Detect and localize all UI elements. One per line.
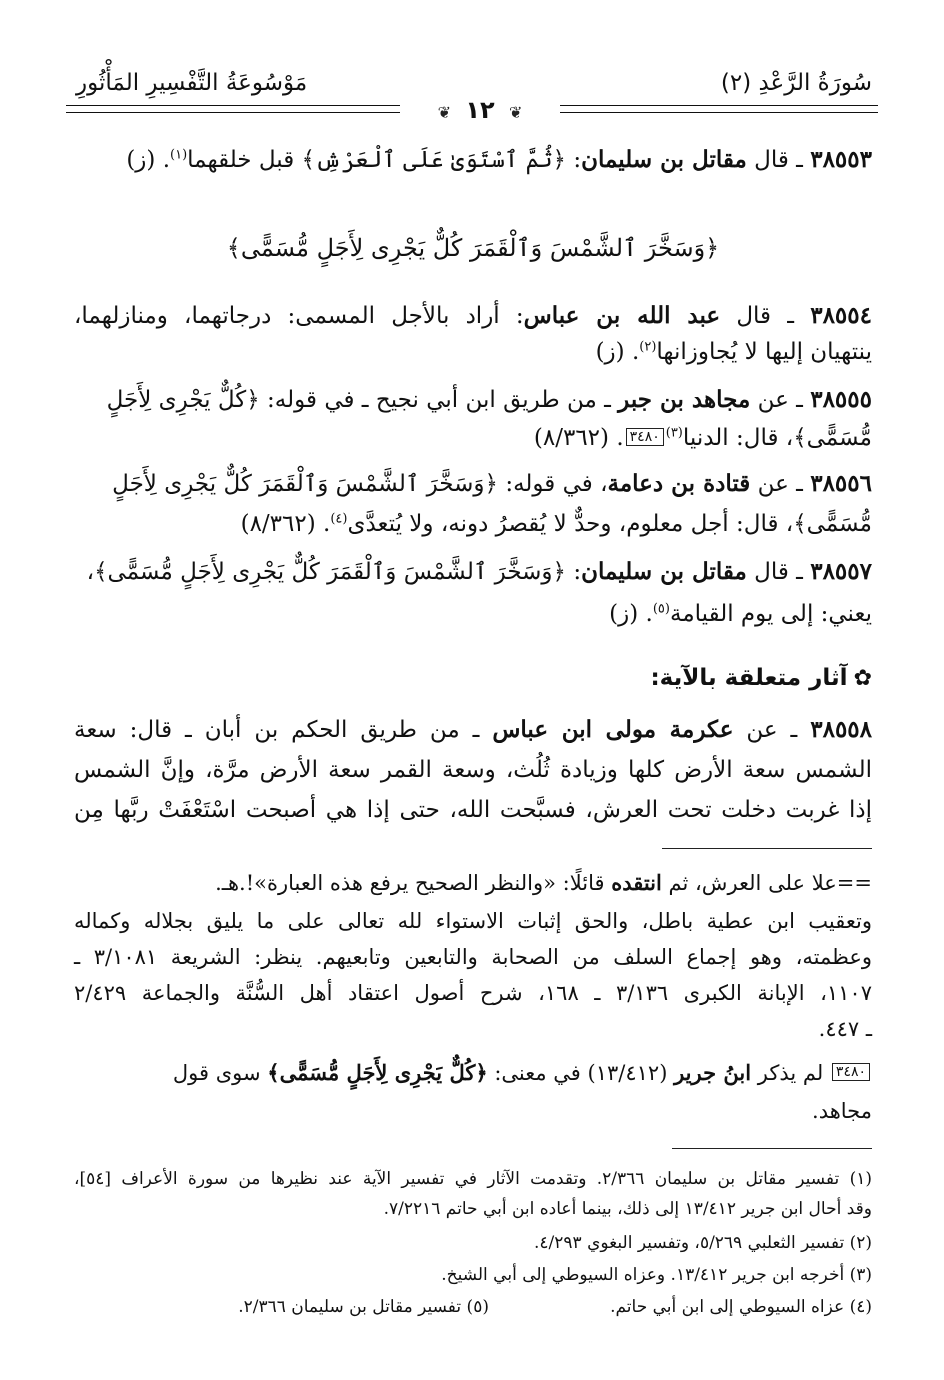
- entry-38558-line2: الشمس سعة الأرض كلها وزيادة ثُلُث، وسعة القمر سعة الأرض مرَّة، وإنَّ الشمس: [74, 757, 872, 783]
- narrator-name: عكرمة مولى ابن عباس: [492, 716, 734, 743]
- ornament-icon: ❦: [437, 103, 451, 122]
- surah-header: سُورَةُ الرَّعْدِ (٢): [720, 70, 872, 96]
- entry-38557-line2: يعني: إلى يوم القيامة$^{(٥)}$. (ز): [609, 601, 872, 627]
- commentary-ref-box: ٣٤٨٠: [832, 1063, 870, 1081]
- entry-38554-line1: ٣٨٥٥٤ ـ قال عبد الله بن عباس: أراد بالأجل المسمى: درجاتهما، ومنازلهما،: [74, 302, 872, 329]
- footnote-ref: (٥): [652, 601, 670, 617]
- entry-38556-line1: ٣٨٥٥٦ ـ عن قتادة بن دعامة، في قوله: ﴿وَسَخَّرَ ٱلشَّمْسَ وَٱلْقَمَرَ كُلٌّ يَجْرِى لِأَجَلٍ: [112, 470, 872, 497]
- commentary-line2: وتعقيب ابن عطية باطل، والحق إثبات الاستواء لله تعالى على ما يليق بجلاله وكماله: [74, 909, 872, 933]
- commentary-line3: وعظمته، وهو إجماع السلف من الصحابة والتابعين وتابعيهم. ينظر: الشريعة ٣/١٠٨١ ـ: [74, 945, 872, 969]
- commentary-line4: ١١٠٧، الإبانة الكبرى ٣/١٣٦ ـ ١٦٨، شرح أصول اعتقاد أهل السُّنَّة والجماعة ٢/٤٢٩: [74, 981, 872, 1005]
- quran-quote: مُّسَمًّى﴾: [793, 511, 872, 537]
- entry-number: ٣٨٥٥٧: [810, 558, 872, 585]
- quran-quote: مُّسَمًّى﴾: [793, 425, 872, 451]
- ornament-icon: ❦: [509, 103, 523, 122]
- narrator-name: مجاهد بن جبر: [618, 386, 751, 413]
- quran-quote: ﴿كُلٌّ يَجْرِى لِأَجَلٍ مُّسَمًّى﴾: [267, 1060, 488, 1085]
- entry-number: ٣٨٥٥٤: [810, 302, 872, 329]
- footnote-ref: (٤): [330, 511, 348, 527]
- section-title: ✿آثار متعلقة بالآية:: [650, 665, 872, 691]
- page-number-block: [400, 92, 560, 128]
- commentary-ref-box: ٣٤٨٠: [626, 428, 664, 446]
- narrator-name: قتادة بن دعامة: [607, 470, 751, 497]
- quran-quote: ﴿وَسَخَّرَ ٱلشَّمْسَ وَٱلْقَمَرَ كُلٌّ يَجْرِى لِأَجَلٍ مُّسَمًّى﴾: [94, 559, 567, 585]
- footnote-ref: (١): [170, 147, 188, 163]
- page-number: ١٢: [465, 96, 495, 124]
- entry-38555-line2: مُّسَمًّى﴾، قال: الدنيا$^{(٣)}$٣٤٨٠. (٨/٣٦٢): [533, 425, 872, 451]
- commentary-line5: ـ ٤٤٧.: [818, 1017, 872, 1041]
- footnote-2: (٢) تفسير الثعلبي ٥/٢٦٩، وتفسير البغوي ٤/٢٩٣.: [534, 1233, 872, 1253]
- footnote-1-line1: (١) تفسير مقاتل بن سليمان ٢/٣٦٦. وتقدمت الآثار في تفسير الآية عند نظيرها من سورة الأعراف [٥٤]،: [74, 1169, 872, 1189]
- book-title-header: مَوْسُوعَةُ التَّفْسِيرِ المَأْثُورِ: [76, 70, 308, 96]
- footnote-4-5: [74, 1292, 872, 1322]
- flower-ornament-icon: ✿: [853, 666, 872, 691]
- commentary-line1: ==علا على العرش، ثم انتقده قائلًا: «والنظر الصحيح يرفع هذه العبارة»!.هـ.: [215, 870, 872, 895]
- verse-heading: ﴿وَسَخَّرَ ٱلشَّمْسَ وَٱلْقَمَرَ كُلٌّ يَجْرِى لِأَجَلٍ مُّسَمًّى﴾: [226, 234, 720, 262]
- body-separator: [662, 848, 872, 849]
- entry-38558-line3: إذا غربت دخلت تحت العرش، فسبَّحت الله، حتى إذا هي أصبحت اسْتَعْفَتْ ربَّها مِن: [74, 797, 872, 823]
- entry-number: ٣٨٥٥٥: [810, 386, 872, 413]
- narrator-name: مقاتل بن سليمان: [581, 146, 747, 173]
- commentary-note-3480-line2: مجاهد.: [812, 1099, 872, 1123]
- entry-38557-line1: ٣٨٥٥٧ ـ قال مقاتل بن سليمان: ﴿وَسَخَّرَ ٱلشَّمْسَ وَٱلْقَمَرَ كُلٌّ يَجْرِى لِأَجَلٍ مُّسَمًّى﴾،: [86, 558, 872, 585]
- footnote-3: (٣) أخرجه ابن جرير ١٣/٤١٢. وعزاه السيوطي إلى أبي الشيخ.: [441, 1265, 872, 1285]
- narrator-name: مقاتل بن سليمان: [581, 558, 747, 585]
- quran-quote: ﴿كُلٌّ يَجْرِى لِأَجَلٍ: [106, 387, 260, 413]
- entry-number: ٣٨٥٥٣: [810, 146, 872, 173]
- entry-38558-line1: ٣٨٥٥٨ ـ عن عكرمة مولى ابن عباس ـ من طريق الحكم بن أبان ـ قال: سعة: [74, 716, 873, 743]
- quran-quote: ﴿وَسَخَّرَ ٱلشَّمْسَ وَٱلْقَمَرَ كُلٌّ يَجْرِى لِأَجَلٍ: [112, 471, 499, 497]
- quran-quote: ﴿ثُمَّ ٱسْتَوَىٰ عَلَى ٱلْعَرْشِ﴾: [301, 147, 567, 173]
- entry-number: ٣٨٥٥٦: [810, 470, 872, 497]
- footnote-ref: (٢): [639, 339, 657, 355]
- entry-38554-line2: ينتهيان إليها لا يُجاوزانها$^{(٢)}$. (ز): [595, 339, 872, 365]
- narrator-name: عبد الله بن عباس: [523, 302, 721, 329]
- entry-38553: ٣٨٥٥٣ ـ قال مقاتل بن سليمان: ﴿ثُمَّ ٱسْتَوَىٰ عَلَى ٱلْعَرْشِ﴾ قبل خلقهما$^{(١)}$. (ز): [126, 146, 872, 173]
- entry-38555-line1: ٣٨٥٥٥ ـ عن مجاهد بن جبر ـ من طريق ابن أبي نجيح ـ في قوله: ﴿كُلٌّ يَجْرِى لِأَجَلٍ: [106, 386, 872, 413]
- footnote-ref: (٣): [665, 425, 683, 441]
- footnote-4: (٤) عزاه السيوطي إلى ابن أبي حاتم.: [610, 1297, 872, 1317]
- entry-number: ٣٨٥٥٨: [810, 716, 873, 743]
- entry-38556-line2: مُّسَمًّى﴾، قال: أجل معلوم، وحدٌّ لا يُقصرُ دونه، ولا يُتعدَّى$^{(٤)}$. (٨/٣٦٢): [240, 511, 872, 537]
- footnote-5: (٥) تفسير مقاتل بن سليمان ٢/٣٦٦.: [238, 1297, 489, 1317]
- footnote-1-line2: وقد أحال ابن جرير ١٣/٤١٢ إلى ذلك، بينما أعاده ابن أبي حاتم ٧/٢٢١٦.: [383, 1199, 872, 1219]
- footnote-separator: [672, 1148, 872, 1149]
- commentary-note-3480-line1: ٣٤٨٠ لم يذكر ابنُ جرير (١٣/٤١٢) في معنى: ﴿كُلٌّ يَجْرِى لِأَجَلٍ مُّسَمًّى﴾ سوى قول: [74, 1056, 872, 1090]
